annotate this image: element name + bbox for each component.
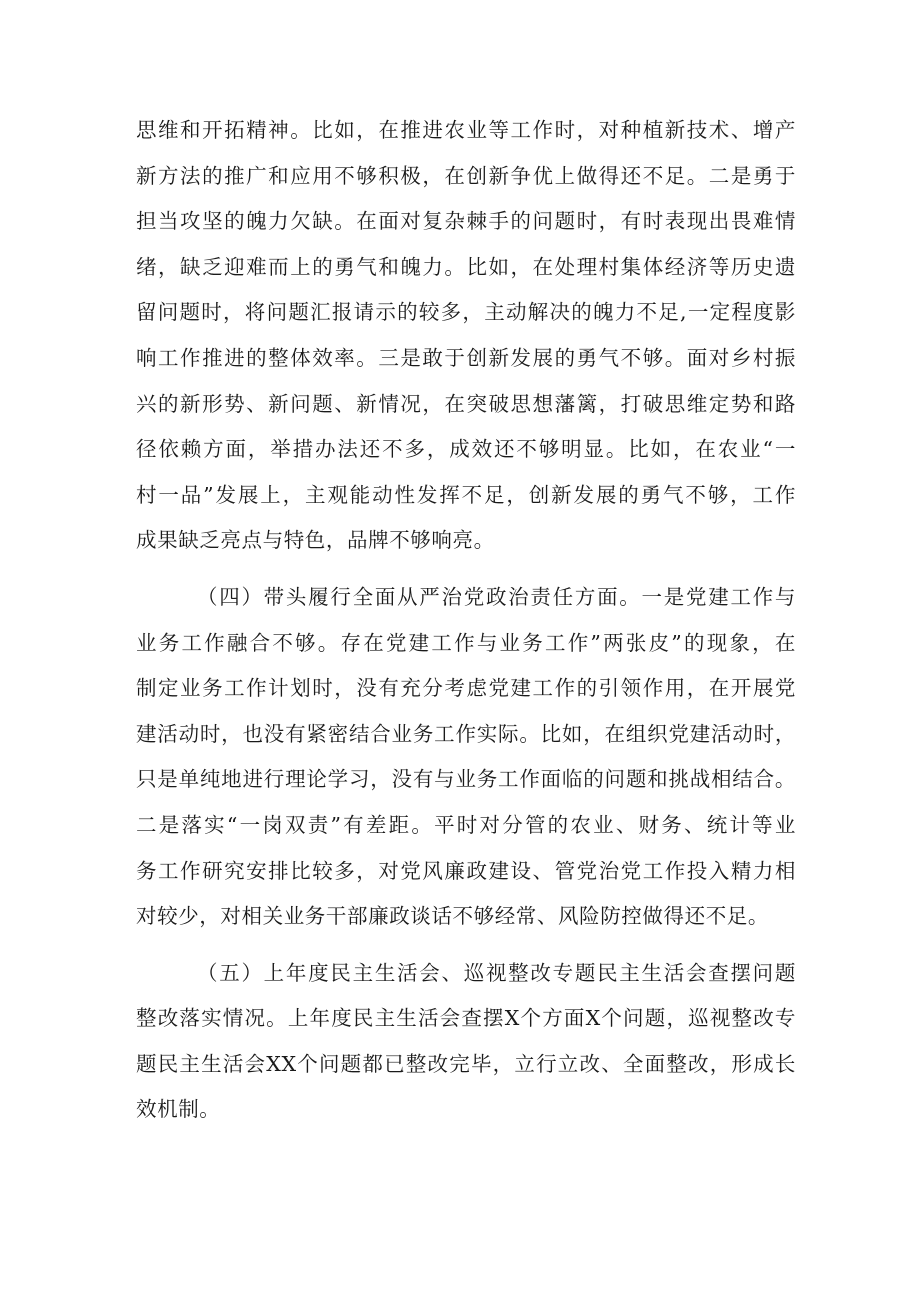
text-line: 新方法的推广和应用不够积极，在创新争优上做得还不足。二是勇于 [136,163,796,188]
text-line: 兴的新形势、新问题、新情况，在突破思想藩篱，打破思维定势和路 [136,391,796,416]
text-line: 建活动时，也没有紧密结合业务工作实际。比如，在组织党建活动时， [136,721,796,746]
text-line: 村一品”发展上，主观能动性发挥不足，创新发展的勇气不够，工作 [136,482,796,507]
text-line: 绪，缺乏迎难而上的勇气和魄力。比如，在处理村集体经济等历史遗 [136,254,796,279]
text-line: 径依赖方面，举措办法还不多，成效还不够明显。比如，在农业“一 [136,437,796,462]
paragraph-innovation-issues [136,108,796,564]
paragraph-spacer [136,564,796,575]
text-line: 业务工作融合不够。存在党建工作与业务工作”两张皮”的现象，在 [136,630,796,655]
text-line: 整改落实情况。上年度民主生活会查摆X个方面X个问题，巡视整改专 [136,1006,796,1031]
text-line: 对较少，对相关业务干部廉政谈话不够经常、风险防控做得还不足。 [136,904,769,929]
text-line: 二是落实“一岗双责”有差距。平时对分管的农业、财务、统计等业 [136,812,796,837]
text-line: 成果缺乏亮点与特色，品牌不够响亮。 [136,528,495,553]
text-line: 务工作研究安排比较多，对党风廉政建设、管党治党工作投入精力相 [136,858,796,883]
text-line: 效机制。 [136,1097,221,1122]
paragraph-party-responsibility [136,575,796,940]
text-line: 响工作推进的整体效率。三是敢于创新发展的勇气不够。面对乡村振 [136,345,796,370]
paragraph-spacer [136,940,796,951]
text-line: 只是单纯地进行理论学习，没有与业务工作面临的问题和挑战相结合。 [136,767,796,792]
text-line: 担当攻坚的魄力欠缺。在面对复杂棘手的问题时，有时表现出畏难情 [136,209,796,234]
text-line: （五）上年度民主生活会、巡视整改专题民主生活会查摆问题 [197,960,796,985]
text-line: （四）带头履行全面从严治党政治责任方面。一是党建工作与 [197,584,796,609]
paragraph-rectification-status [136,951,796,1133]
document-body [136,108,796,1133]
text-line: 留问题时，将问题汇报请示的较多，主动解决的魄力不足,一定程度影 [136,300,796,325]
text-line: 制定业务工作计划时，没有充分考虑党建工作的引领作用，在开展党 [136,676,796,701]
text-line: 题民主生活会XX个问题都已整改完毕，立行立改、全面整改，形成长 [136,1051,796,1076]
text-line: 思维和开拓精神。比如，在推进农业等工作时，对种植新技术、增产 [136,118,796,142]
